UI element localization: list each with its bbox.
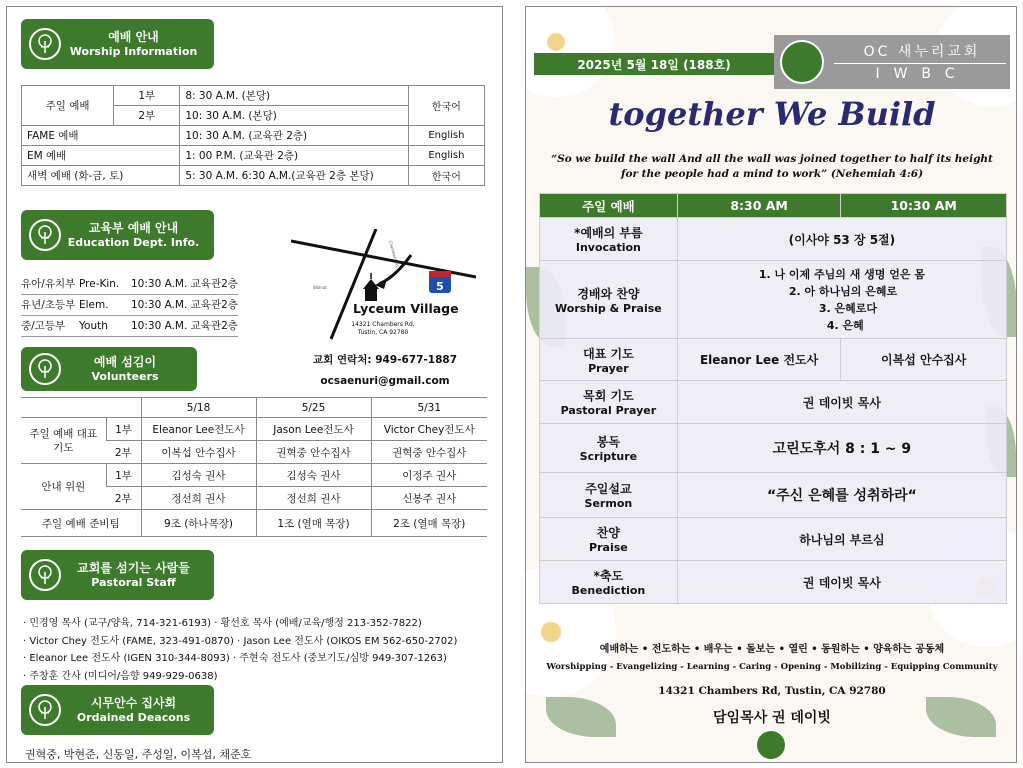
map-church-icon — [363, 273, 379, 301]
column-header: 8:30 AM — [677, 194, 841, 218]
contact-info — [297, 350, 473, 392]
verse-line: for the people had a mind to work” (Nehemiah 4:6) — [620, 168, 924, 180]
item-label-ko: 봉독 — [596, 435, 620, 449]
table-cell: Eleanor Lee전도사 — [141, 418, 256, 441]
deacons-title-ko: 시무안수 집사회 — [90, 695, 177, 710]
education-header — [21, 210, 214, 260]
map-address-1: 14321 Chambers Rd, — [351, 321, 415, 328]
list-item — [21, 295, 238, 316]
church-tree-logo-icon — [755, 729, 787, 761]
staff-header — [21, 550, 214, 600]
item-value: 고린도후서 8 : 1 ~ 9 — [677, 424, 1006, 473]
location-map — [291, 229, 476, 341]
church-tree-logo-icon — [29, 28, 61, 60]
table-row — [540, 381, 1007, 424]
item-value: (이사야 53 장 5절) — [677, 218, 1006, 261]
item-label-ko: 대표 기도 — [583, 346, 634, 361]
bulletin-date: 2025년 5월 18일 (188호) — [534, 53, 774, 75]
table-row — [540, 518, 1007, 561]
church-name-box — [774, 35, 1010, 89]
item-label-ko: 찬양 — [596, 526, 620, 540]
right-page — [525, 6, 1017, 763]
table-cell: 9조 (하나목장) — [141, 510, 256, 537]
item-value: 권 데이빗 목사 — [677, 381, 1006, 424]
table-cell: 권혁중 안수집사 — [371, 441, 487, 464]
church-tree-logo-icon — [29, 559, 61, 591]
table-cell: 정선희 권사 — [256, 487, 371, 510]
map-place-name: Lyceum Village — [353, 301, 459, 316]
deacons-names: 권혁중, 박현준, 신동일, 주성일, 이복섭, 채준호 — [25, 748, 252, 761]
item-label-en: Worship & Praise — [555, 301, 662, 315]
item-label-ko: *축도 — [593, 569, 624, 583]
church-address: 14321 Chambers Rd, Tustin, CA 92780 — [658, 685, 886, 697]
item-label-ko: 목회 기도 — [583, 389, 634, 403]
date-header: 5/25 — [256, 398, 371, 418]
dept-ko: 유년/초등부 — [21, 299, 76, 311]
item-label-ko: *예배의 부름 — [574, 226, 643, 240]
volunteers-table — [21, 397, 487, 537]
table-cell: 이정주 권사 — [371, 464, 487, 487]
church-tree-logo-icon — [29, 353, 61, 385]
date-header: 5/31 — [371, 398, 487, 418]
dept-ko: 유아/유치부 — [21, 278, 76, 290]
item-value: 권 데이빗 목사 — [677, 561, 1006, 604]
table-row — [540, 218, 1007, 261]
part-label: 2부 — [106, 441, 141, 464]
church-tree-logo-icon — [780, 40, 824, 84]
theme-title: together We Build — [608, 95, 936, 133]
table-cell: 김성숙 권사 — [141, 464, 256, 487]
senior-pastor: 담임목사 권 데이빗 — [713, 710, 831, 726]
table-cell: 정선희 권사 — [141, 487, 256, 510]
table-row — [540, 339, 1007, 381]
table-row — [540, 261, 1007, 339]
item-label-en: Praise — [589, 541, 628, 554]
table-cell: 2조 (열매 목장) — [371, 510, 487, 537]
item-value: Eleanor Lee 전도사 — [677, 339, 841, 381]
church-name-en: IWBC — [875, 66, 969, 82]
item-label-en: Sermon — [584, 497, 633, 510]
freeway-number: 5 — [436, 280, 444, 293]
worship-time: 10: 30 A.M. (본당) — [180, 106, 408, 126]
dept-en: Elem. — [79, 299, 109, 311]
staff-title-ko: 교회를 섬기는 사람들 — [77, 560, 190, 575]
contact-phone: 교회 연락처: 949-677-1887 — [313, 354, 457, 366]
dept-ko: 중/고등부 — [21, 320, 66, 332]
theme-verse — [546, 152, 998, 182]
dept-info: 10:30 A.M. 교육관2층 — [131, 320, 238, 332]
church-tree-logo-icon — [29, 694, 61, 726]
list-item: 1. 나 이제 주님의 새 생명 얻은 몸 — [758, 267, 925, 281]
table-cell: Jason Lee전도사 — [256, 418, 371, 441]
worship-header — [21, 19, 214, 69]
table-cell: 이복섭 안수집사 — [141, 441, 256, 464]
volunteers-header — [21, 347, 197, 391]
staff-list — [23, 615, 457, 685]
service-language: 한국어 — [408, 166, 484, 186]
church-name-ko: OC 새누리교회 — [863, 44, 981, 60]
map-address-2: Tustin, CA 92780 — [357, 329, 409, 336]
mission-en: Worshipping - Evangelizing - Learning - Caring - Opening - Mobilizing - Equipping Community — [546, 662, 998, 672]
education-title-ko: 교육부 예배 안내 — [88, 220, 179, 235]
sunday-worship-label: 주일 예배 — [22, 86, 114, 126]
left-page — [6, 6, 503, 763]
item-label-en: Prayer — [588, 361, 629, 375]
table-cell: 권혁중 안수집사 — [256, 441, 371, 464]
list-item: · 민경영 목사 (교구/양육, 714-321-6193) · 황선호 목사 (예배/교육/행정 213-352-7822) — [23, 618, 422, 629]
education-title-en: Education Dept. Info. — [67, 235, 200, 249]
service-name: EM 예배 — [22, 146, 180, 166]
list-item: · 주창훈 간사 (미디어/음향 949-929-0638) — [23, 670, 218, 682]
service-time: 1: 00 P.M. (교육관 2층) — [180, 146, 408, 166]
item-label-en: Benediction — [571, 584, 646, 597]
mission-ko: 예배하는 • 전도하는 • 배우는 • 돌보는 • 열린 • 동원하는 • 양육하는 공동체 — [599, 644, 945, 655]
dept-info: 10:30 A.M. 교육관2층 — [131, 299, 238, 311]
item-value: “주신 은혜를 성취하라“ — [677, 473, 1006, 518]
service-time: 10: 30 A.M. (교육관 2층) — [180, 126, 408, 146]
worship-language: 한국어 — [408, 86, 484, 126]
item-label-en: Pastoral Prayer — [560, 404, 657, 417]
worship-time: 8: 30 A.M. (본당) — [180, 86, 408, 106]
table-row — [540, 424, 1007, 473]
table-cell: 김성숙 권사 — [256, 464, 371, 487]
item-label-ko: 주일설교 — [585, 482, 632, 496]
part-label: 1부 — [106, 464, 141, 487]
contact-email: ocsaenuri@gmail.com — [320, 375, 450, 387]
hymn-list — [759, 266, 925, 334]
list-item: 4. 은혜 — [826, 318, 864, 332]
volunteers-title-en: Volunteers — [91, 369, 159, 383]
list-item: · Eleanor Lee 전도사 (IGEN 310-344-8093) · 주현숙 전도사 (중보기도/심방 949-307-1263) — [23, 653, 447, 664]
magnolia-flower-decoration — [525, 6, 616, 97]
street-label-walnut: Walnut — [313, 285, 327, 290]
street-label-chambers: Chambers Rd — [388, 239, 400, 268]
deacons-title-en: Ordained Deacons — [76, 710, 191, 724]
table-row — [540, 473, 1007, 518]
column-header: 주일 예배 — [540, 194, 678, 218]
list-item: 3. 은혜로다 — [818, 301, 877, 315]
order-of-service-table — [539, 193, 1007, 604]
item-label-en: Invocation — [575, 241, 641, 254]
worship-table — [21, 85, 485, 186]
list-item — [21, 274, 238, 295]
item-label-en: Scripture — [579, 450, 638, 463]
list-item — [21, 316, 238, 337]
part-label: 1부 — [106, 418, 141, 441]
service-time: 5: 30 A.M. 6:30 A.M.(교육관 2층 본당) — [180, 166, 408, 186]
worship-title-en: Worship Information — [69, 44, 198, 58]
volunteers-title-ko: 예배 섬김이 — [93, 354, 157, 369]
prep-team-label: 주일 예배 준비팀 — [21, 510, 141, 537]
dept-en: Youth — [79, 320, 108, 332]
item-value: 이복섭 안수집사 — [841, 339, 1007, 381]
rep-prayer-label: 주일 예배 대표 기도 — [21, 418, 106, 464]
worship-title-ko: 예배 안내 — [108, 29, 159, 44]
item-label-ko: 경배와 찬양 — [577, 286, 640, 301]
service-language: English — [408, 126, 484, 146]
deacons-header — [21, 685, 214, 735]
education-list — [21, 274, 238, 337]
list-item: · Victor Chey 전도사 (FAME, 323-491-0870) · Jason Lee 전도사 (OIKOS EM 562-650-2702) — [23, 635, 458, 647]
service-name: FAME 예배 — [22, 126, 180, 146]
verse-line: “So we build the wall And all the wall was joined together to half its height — [551, 153, 993, 165]
part-label: 2부 — [114, 106, 180, 126]
part-label: 1부 — [114, 86, 180, 106]
item-value: 하나님의 부르심 — [677, 518, 1006, 561]
freeway-shield-icon — [429, 271, 451, 293]
dept-info: 10:30 A.M. 교육관2층 — [131, 278, 238, 290]
staff-title-en: Pastoral Staff — [91, 575, 176, 589]
church-tree-logo-icon — [29, 219, 61, 251]
table-cell: 신봉주 권사 — [371, 487, 487, 510]
list-item: 2. 아 하나님의 은혜로 — [788, 284, 898, 298]
column-header: 10:30 AM — [841, 194, 1007, 218]
table-row — [540, 561, 1007, 604]
date-header: 5/18 — [141, 398, 256, 418]
table-cell: Victor Chey전도사 — [371, 418, 487, 441]
dept-en: Pre-Kin. — [79, 278, 120, 290]
part-label: 2부 — [106, 487, 141, 510]
service-language: English — [408, 146, 484, 166]
service-name: 새벽 예배 (화-금, 토) — [22, 166, 180, 186]
usher-label: 안내 위원 — [21, 464, 106, 510]
table-cell: 1조 (열매 목장) — [256, 510, 371, 537]
